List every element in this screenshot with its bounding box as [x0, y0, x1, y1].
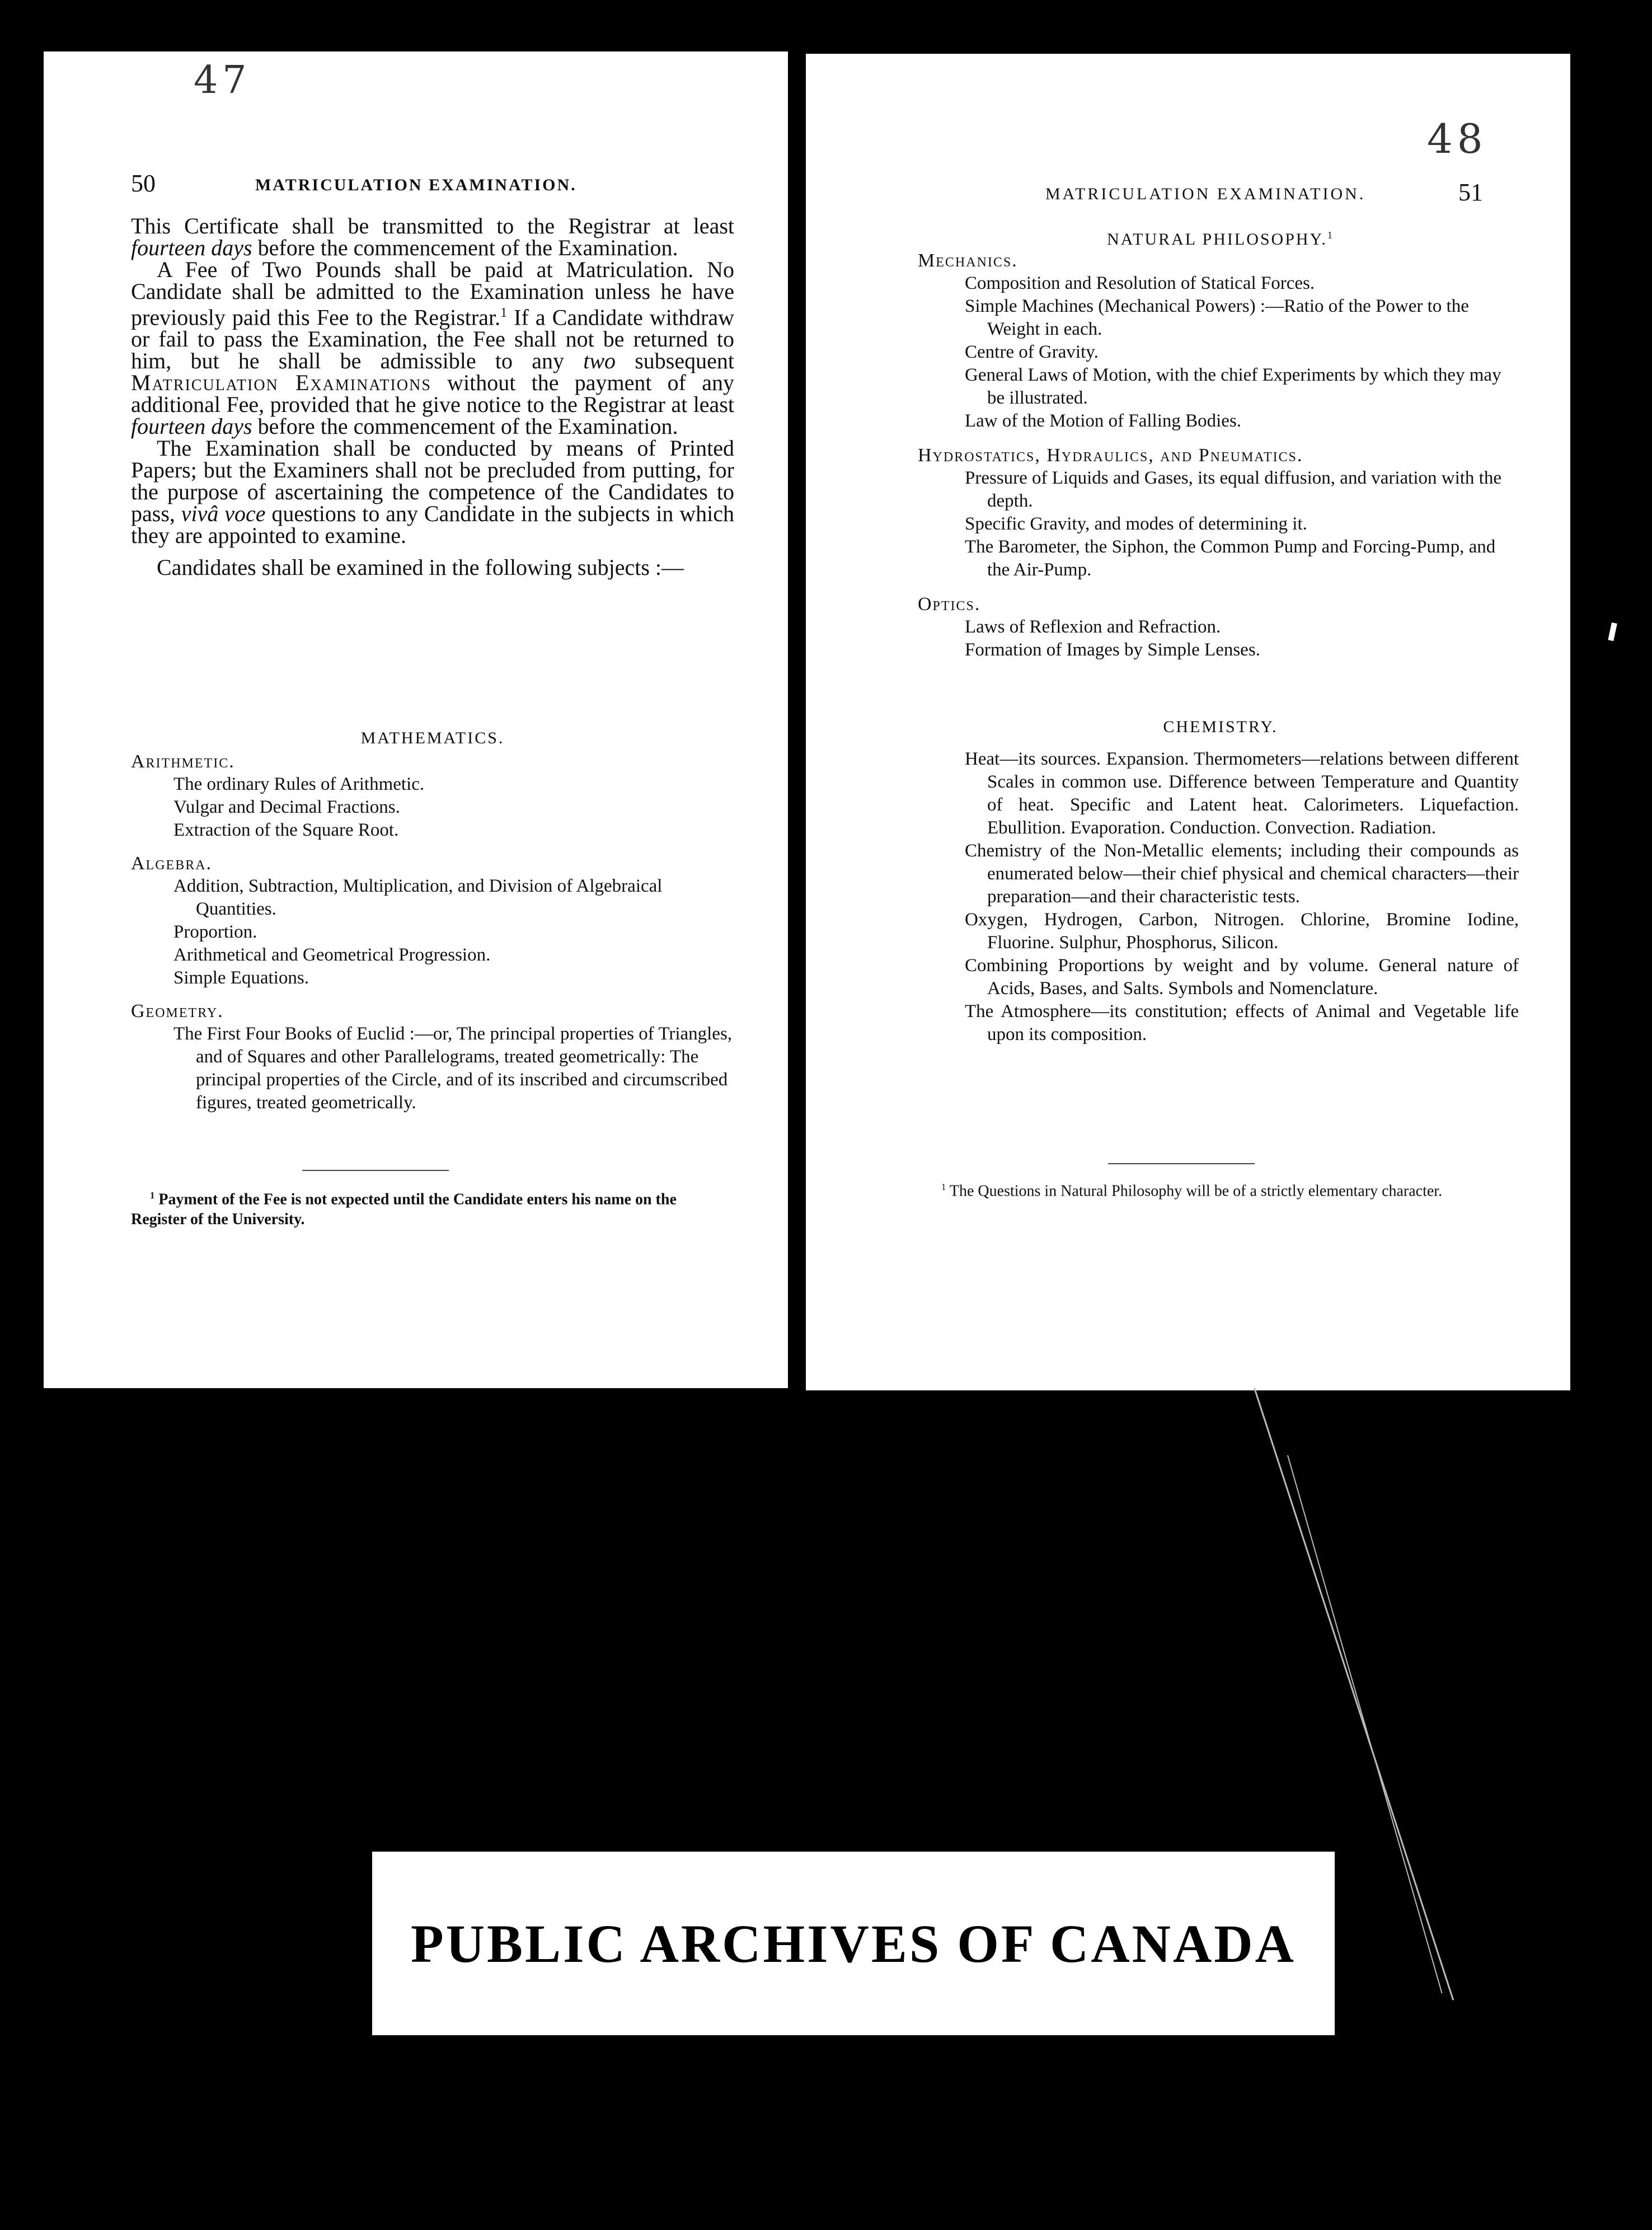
footnote-rule: [1108, 1163, 1255, 1164]
archive-stamp: [372, 1852, 1335, 2035]
film-mark: [1608, 622, 1617, 641]
list-item: Simple Equations.: [173, 968, 309, 988]
paragraph-examination: The Examination shall be conducted by means of Printed Papers; but the Examiners shall not be precluded from putting, for the purpose of ascertaining the competence of the Candidates to pass, vivâ voce questions to any Candidate in the subjects in which they are appointed to examine.: [131, 435, 734, 549]
list-item: Combining Proportions by weight and by volume. General nature of Acids, Bases, and Salts. Symbols and Nomenclature.: [965, 955, 1519, 999]
chemistry-items: [965, 748, 1519, 1046]
list-item: The ordinary Rules of Arithmetic.: [173, 774, 425, 794]
list-item: Law of the Motion of Falling Bodies.: [965, 411, 1242, 431]
mathematics-section: [131, 729, 734, 1114]
list-item: Arithmetical and Geometrical Progression.: [173, 945, 491, 965]
left-page: [44, 51, 788, 1388]
list-item: Oxygen, Hydrogen, Carbon, Nitrogen. Chlorine, Bromine Iodine, Fluorine. Sulphur, Phosphorus, Silicon.: [965, 910, 1519, 953]
category-geometry: Geometry.: [131, 1001, 224, 1022]
chemistry-section: [922, 718, 1519, 1046]
footnote: $^1$ The Questions in Natural Philosophy will be of a strictly elementary character.: [941, 1182, 1443, 1200]
list-item: The Atmosphere—its constitution; effects of Animal and Vegetable life upon its composition.: [965, 1001, 1519, 1044]
list-item: Vulgar and Decimal Fractions.: [173, 797, 400, 817]
section-title-chemistry: CHEMISTRY.: [1163, 718, 1278, 736]
list-item: Proportion.: [173, 922, 257, 942]
archive-stamp-text: PUBLIC ARCHIVES OF CANADA: [411, 1913, 1296, 1974]
algebra-items: [173, 875, 734, 990]
natural-philosophy-section: [918, 229, 1519, 662]
list-item: Composition and Resolution of Statical Forces.: [965, 273, 1315, 293]
list-item: Specific Gravity, and modes of determining it.: [965, 514, 1307, 534]
list-item: General Laws of Motion, with the chief Experiments by which they may be illustrated.: [965, 365, 1501, 408]
paragraph-fee: A Fee of Two Pounds shall be paid at Matriculation. No Candidate shall be admitted to the Examination unless he have previously paid this Fee to the Registrar.$^1$ If a Candidate withdraw or fail to pass the Examination, the Fee shall not be returned to him, but he shall be admissible to any two subsequent Matriculation Examinations without the payment of any additional Fee, provided that he give notice to the Registrar at least fourteen days before the commencement of the Examination.: [131, 257, 734, 439]
paragraph-certificate: This Certificate shall be transmitted to the Registrar at least fourteen days before the commencement of the Examination.: [131, 213, 734, 260]
list-item: Extraction of the Square Root.: [173, 820, 399, 840]
paragraph-subjects: Candidates shall be examined in the following subjects :—: [157, 555, 684, 580]
list-item: The First Four Books of Euclid :—or, The principal properties of Triangles, and of Squares and other Parallelograms, treated geometrically: The principal properties of the Circle, and of its inscribed and circumscribed figures, treated geometrically.: [173, 1024, 733, 1113]
optics-items: [965, 616, 1519, 662]
list-item: Laws of Reflexion and Refraction.: [965, 617, 1221, 637]
category-arithmetic: Arithmetic.: [131, 751, 235, 772]
footnote-rule: [302, 1170, 449, 1171]
category-hydrostatics: Hydrostatics, Hydraulics, and Pneumatics.: [918, 445, 1303, 466]
list-item: Heat—its sources. Expansion. Thermometers—relations between different Scales in common use. Difference between Temperature and Quantity of heat. Specific and Latent heat. Calorimeters. Liquefaction. Ebullition. Evaporation. Conduction. Convection. Radiation.: [965, 749, 1519, 838]
geometry-items: [173, 1023, 734, 1114]
book-gutter: [795, 51, 801, 1390]
running-head: MATRICULATION EXAMINATION.: [1045, 185, 1366, 203]
list-item: Centre of Gravity.: [965, 342, 1099, 362]
handwritten-page-number: 48: [1427, 115, 1487, 162]
category-algebra: Algebra.: [131, 853, 213, 874]
section-title-natural-philosophy: NATURAL PHILOSOPHY.$^1$: [1107, 229, 1334, 249]
running-head: MATRICULATION EXAMINATION.: [255, 176, 577, 194]
list-item: The Barometer, the Siphon, the Common Pump and Forcing-Pump, and the Air-Pump.: [965, 537, 1496, 580]
mechanics-items: [965, 272, 1519, 433]
list-item: Pressure of Liquids and Gases, its equal diffusion, and variation with the depth.: [965, 468, 1501, 511]
page-number: 50: [131, 170, 156, 197]
list-item: Formation of Images by Simple Lenses.: [965, 640, 1260, 660]
arithmetic-items: [173, 773, 734, 842]
hydrostatics-items: [965, 467, 1519, 582]
footnote: $^1$ Payment of the Fee is not expected until the Candidate enters his name on the Register of the University.: [131, 1190, 677, 1229]
body-text: [131, 215, 734, 578]
list-item: Addition, Subtraction, Multiplication, and Division of Algebraical Quantities.: [173, 876, 663, 919]
section-title-mathematics: MATHEMATICS.: [360, 729, 505, 747]
category-mechanics: Mechanics.: [918, 250, 1018, 271]
page-number: 51: [1458, 179, 1483, 206]
handwritten-page-number: 47: [194, 58, 251, 102]
category-optics: Optics.: [918, 594, 981, 615]
list-item: Simple Machines (Mechanical Powers) :—Ratio of the Power to the Weight in each.: [965, 296, 1469, 339]
right-page: [806, 54, 1570, 1390]
list-item: Chemistry of the Non-Metallic elements; including their compounds as enumerated below—their chief physical and chemical characters—their preparation—and their characteristic tests.: [965, 841, 1519, 907]
